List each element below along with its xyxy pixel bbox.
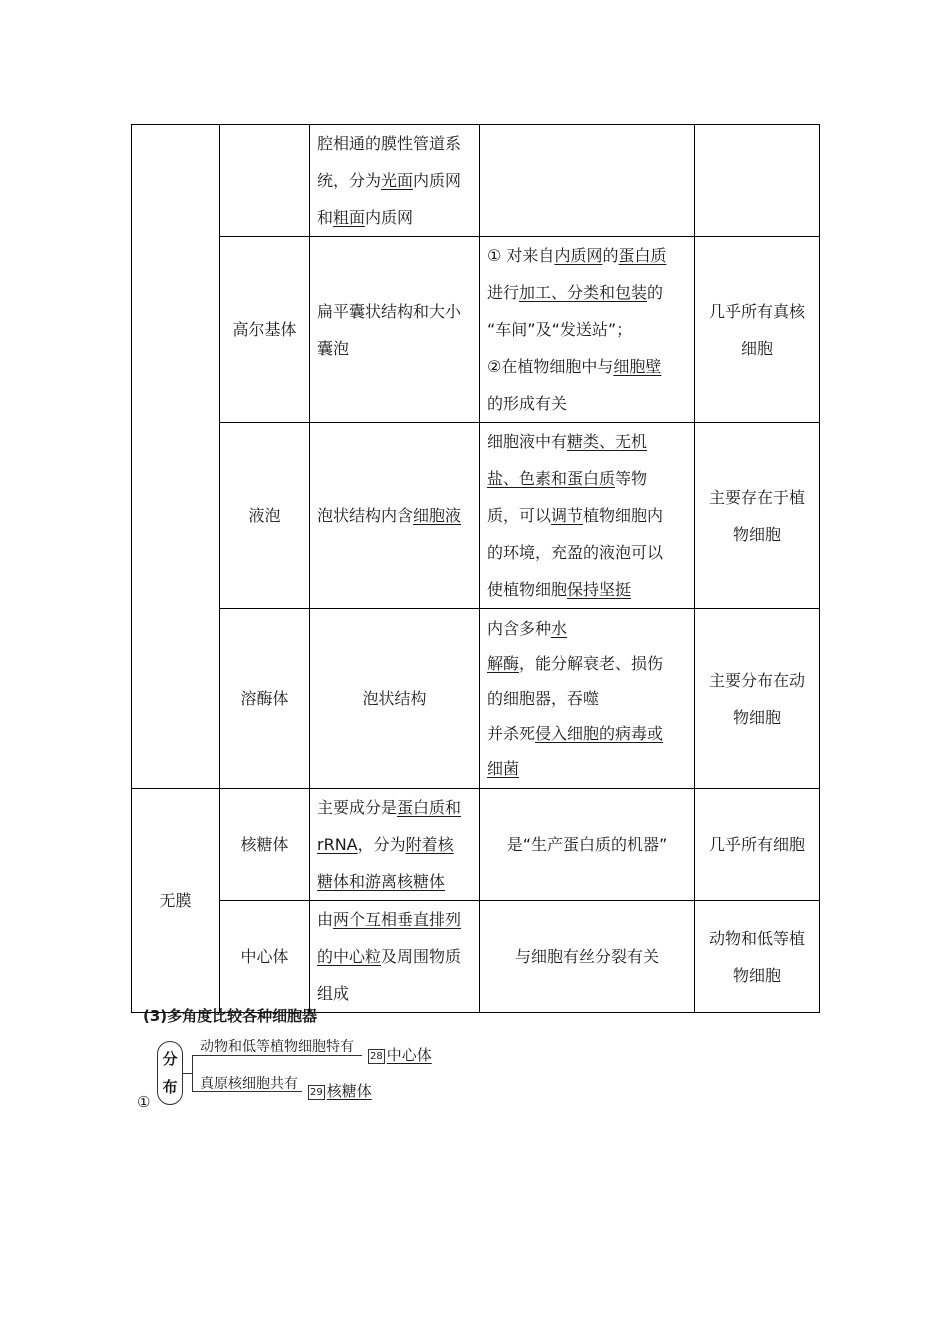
answer-label: 29 核糖体 [310, 1082, 372, 1100]
vacuole-distribution: 主要存在于植物细胞 [695, 423, 820, 609]
membrane-group-cell [132, 125, 220, 789]
table-row [132, 237, 820, 423]
distribution-diagram [130, 1035, 470, 1115]
answer-label: 28 中心体 [370, 1046, 432, 1064]
centrosome-name: 中心体 [220, 901, 310, 1013]
table-row [132, 125, 820, 237]
centrosome-distribution: 动物和低等植物细胞 [695, 901, 820, 1013]
golgi-structure: 扁平囊状结构和大小囊泡 [310, 237, 480, 423]
lysosome-distribution: 主要分布在动物细胞 [695, 609, 820, 789]
vacuole-function: 细胞液中有糖类、无机 盐、色素和蛋白质等物 质，可以调节植物细胞内 的环境，充盈的液泡可以 使植物细胞保持坚挺 [480, 423, 695, 609]
vacuole-name: 液泡 [220, 423, 310, 609]
ribosome-function: 是“生产蛋白质的机器” [480, 789, 695, 901]
centrosome-structure: 由两个互相垂直排列 的中心粒及周围物质 组成 [310, 901, 480, 1013]
vacuole-structure: 泡状结构内含细胞液 [310, 423, 480, 609]
connector-line [192, 1055, 193, 1091]
golgi-function: ① 对来自内质网的蛋白质 进行加工、分类和包装的 “车间”及“发送站”； ②在植物细胞中与细胞壁 的形成有关 [480, 237, 695, 423]
branch-label: 动物和低等植物细胞特有 [200, 1039, 354, 1055]
organelle-table [131, 124, 820, 1013]
no-membrane-label: 无膜 [132, 789, 220, 1013]
item-number: ① [137, 1093, 151, 1111]
distribution-bubble: 分 布 [157, 1041, 183, 1105]
lysosome-structure: 泡状结构 [310, 609, 480, 789]
table-row [132, 901, 820, 1013]
section-heading: (3)多角度比较各种细胞器 [143, 1007, 318, 1025]
golgi-name: 高尔基体 [220, 237, 310, 423]
table-row [132, 609, 820, 789]
table-row [132, 789, 820, 901]
ribosome-structure: 主要成分是蛋白质和 rRNA，分为附着核 糖体和游离核糖体 [310, 789, 480, 901]
branch-label: 真原核细胞共有 [200, 1076, 298, 1092]
lysosome-function: 内含多种水 解酶，能分解衰老、损伤 的细胞器，吞噬 并杀死侵入细胞的病毒或 细菌 [480, 609, 695, 789]
ribosome-name: 核糖体 [220, 789, 310, 901]
golgi-distribution: 几乎所有真核细胞 [695, 237, 820, 423]
ribosome-distribution: 几乎所有细胞 [695, 789, 820, 901]
er-structure-cell: 腔相通的膜性管道系 统，分为光面内质网 和粗面内质网 [310, 125, 480, 237]
centrosome-function: 与细胞有丝分裂有关 [480, 901, 695, 1013]
table-row [132, 423, 820, 609]
lysosome-name: 溶酶体 [220, 609, 310, 789]
